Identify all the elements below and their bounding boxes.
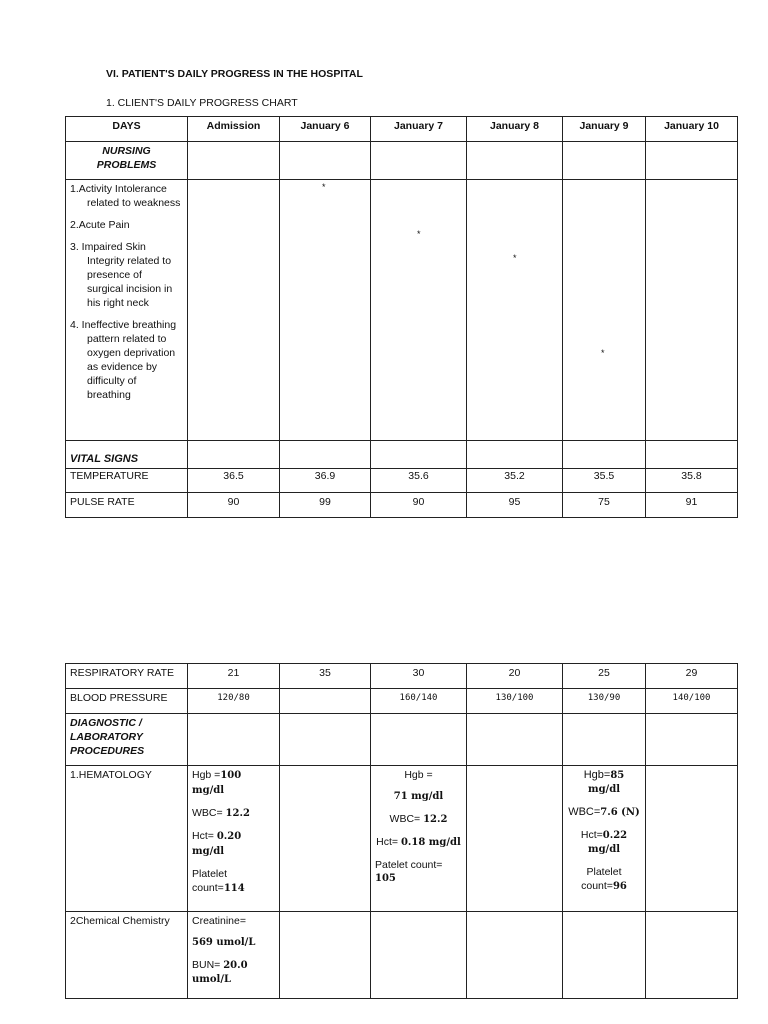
col-jan7: January 7 (371, 117, 467, 142)
pulse-rate-row (66, 493, 738, 518)
respiratory-rate-value: 30 (371, 664, 467, 689)
temperature-value: 36.9 (280, 469, 371, 493)
hematology-admission: Hgb =100 mg/dl WBC= 12.2 Hct= 0.20 mg/dl Platelet count=114 (188, 766, 280, 912)
progress-chart-table-2 (65, 663, 738, 999)
hematology-jan9: Hgb=85 mg/dl WBC=7.6 (N) Hct=0.22 mg/dl Platelet count=96 (563, 766, 646, 912)
nursing-problems-header: NURSING PROBLEMS (66, 142, 188, 180)
problem-2: 2.Acute Pain (70, 219, 130, 231)
nursing-problems-row (66, 142, 738, 180)
days-header: DAYS (66, 117, 188, 142)
chart-subheading: 1. CLIENT'S DAILY PROGRESS CHART (106, 97, 298, 109)
respiratory-rate-label: RESPIRATORY RATE (66, 664, 188, 689)
problem-mark: * (513, 253, 517, 263)
pulse-rate-label: PULSE RATE (66, 493, 188, 518)
problem-mark: * (601, 348, 605, 358)
pulse-rate-value: 99 (280, 493, 371, 518)
problem-3: 3. Impaired Skin Integrity related to presence of surgical incision in his right neck (70, 241, 173, 309)
chemistry-row (66, 912, 738, 999)
hematology-jan7: Hgb = 71 mg/dl WBC= 12.2 Hct= 0.18 mg/dl Patelet count= 105 (371, 766, 467, 912)
pulse-rate-value: 91 (646, 493, 738, 518)
problem-1: 1.Activity Intolerance related to weakness (70, 183, 181, 209)
pulse-rate-value: 95 (467, 493, 563, 518)
temperature-value: 35.5 (563, 469, 646, 493)
col-jan6: January 6 (280, 117, 371, 142)
temperature-value: 36.5 (188, 469, 280, 493)
chemistry-admission: Creatinine= 569 umol/L BUN= 20.0 umol/L (188, 912, 280, 999)
blood-pressure-value (280, 689, 371, 714)
respiratory-rate-value: 21 (188, 664, 280, 689)
problems-list (66, 180, 188, 441)
hematology-label: 1.HEMATOLOGY (66, 766, 188, 912)
vital-signs-row (66, 441, 738, 469)
hematology-row (66, 766, 738, 912)
blood-pressure-value: 130/100 (467, 689, 563, 714)
respiratory-rate-value: 20 (467, 664, 563, 689)
problem-mark: * (322, 182, 326, 192)
respiratory-rate-row (66, 664, 738, 689)
days-header-row (66, 117, 738, 142)
blood-pressure-value: 130/90 (563, 689, 646, 714)
diagnostic-header-row (66, 714, 738, 766)
progress-chart-table-1 (65, 116, 738, 518)
pulse-rate-value: 90 (371, 493, 467, 518)
respiratory-rate-value: 29 (646, 664, 738, 689)
temperature-value: 35.2 (467, 469, 563, 493)
blood-pressure-value: 140/100 (646, 689, 738, 714)
temperature-value: 35.6 (371, 469, 467, 493)
col-admission: Admission (188, 117, 280, 142)
chemistry-label: 2Chemical Chemistry (66, 912, 188, 999)
col-jan9: January 9 (563, 117, 646, 142)
blood-pressure-value: 120/80 (188, 689, 280, 714)
blood-pressure-label: BLOOD PRESSURE (66, 689, 188, 714)
pulse-rate-value: 75 (563, 493, 646, 518)
respiratory-rate-value: 35 (280, 664, 371, 689)
col-jan10: January 10 (646, 117, 738, 142)
problems-row (66, 180, 738, 441)
problem-mark: * (417, 229, 421, 239)
temperature-value: 35.8 (646, 469, 738, 493)
temperature-label: TEMPERATURE (66, 469, 188, 493)
pulse-rate-value: 90 (188, 493, 280, 518)
diagnostic-header: DIAGNOSTIC / LABORATORY PROCEDURES (66, 714, 188, 766)
problem-4: 4. Ineffective breathing pattern related to oxygen deprivation as evidence by difficulty of breathing (70, 319, 177, 401)
blood-pressure-value: 160/140 (371, 689, 467, 714)
temperature-row (66, 469, 738, 493)
blood-pressure-row (66, 689, 738, 714)
document-heading: VI. PATIENT'S DAILY PROGRESS IN THE HOSPITAL (106, 68, 363, 80)
respiratory-rate-value: 25 (563, 664, 646, 689)
col-jan8: January 8 (467, 117, 563, 142)
vital-signs-header: VITAL SIGNS (66, 441, 188, 469)
